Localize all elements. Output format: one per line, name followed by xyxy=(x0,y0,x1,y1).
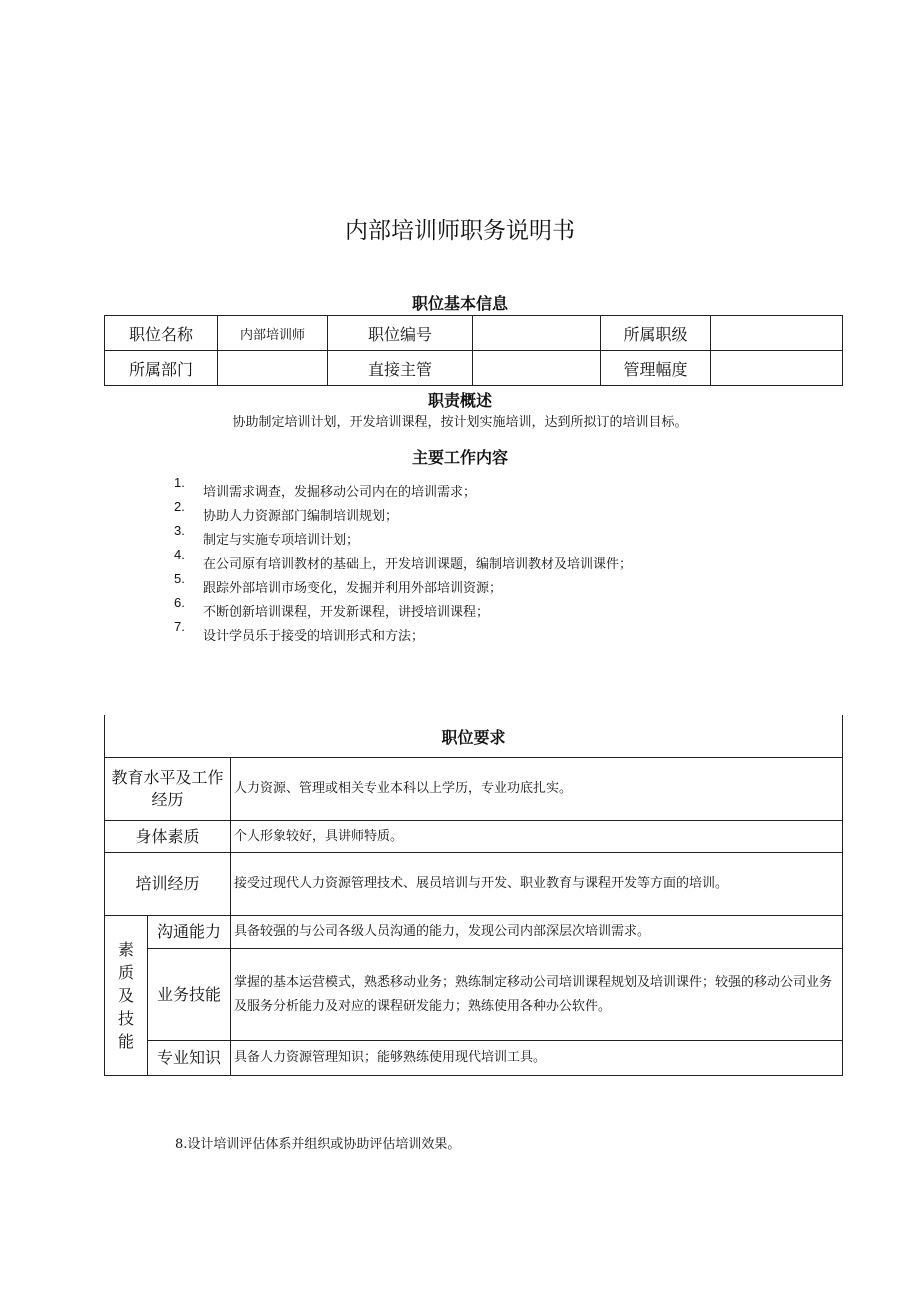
training-value: 接受过现代人力资源管理技术、展员培训与开发、职业教育与课程开发等方面的培训。 xyxy=(231,853,843,916)
requirements-heading: 职位要求 xyxy=(105,715,843,758)
list-item-number: 4. xyxy=(174,547,185,562)
list-item-number: 1. xyxy=(174,475,185,490)
list-item-number: 2. xyxy=(174,499,185,514)
requirements-table xyxy=(104,715,843,1076)
list-item-text: 培训需求调查，发掘移动公司内在的培训需求； xyxy=(203,485,477,500)
duties-heading: 主要工作内容 xyxy=(411,448,508,467)
table-row xyxy=(105,821,843,853)
supervisor-value xyxy=(473,351,601,386)
table-row xyxy=(105,916,843,949)
position-level-value xyxy=(711,316,843,351)
education-value: 人力资源、管理或相关专业本科以上学历，专业功底扎实。 xyxy=(231,758,843,821)
list-item-number: 5. xyxy=(174,571,185,586)
business-skills-value: 掌握的基本运营模式，熟悉移动业务；熟练制定移动公司培训课程规划及培训课件；较强的移动公司业务及服务分析能力及对应的课程研发能力；熟练使用各种办公软件。 xyxy=(231,949,843,1041)
document-title: 内部培训师职务说明书 xyxy=(345,218,575,244)
list-item-text: 不断创新培训课程，开发新课程，讲授培训课程； xyxy=(203,605,490,620)
list-item-text: 跟踪外部培训市场变化，发掘并利用外部培训资源； xyxy=(203,581,503,596)
skills-group-label xyxy=(105,916,148,1076)
position-name-value: 内部培训师 xyxy=(218,316,328,351)
list-item-text: 协助人力资源部门编制培训规划； xyxy=(203,509,399,524)
management-span-label: 管理幅度 xyxy=(601,351,711,386)
last-duty-item: 8.设计培训评估体系并组织或协助评估培训效果。 xyxy=(175,1137,461,1152)
list-item-number: 7. xyxy=(174,619,185,634)
table-row xyxy=(105,853,843,916)
table-row xyxy=(105,758,843,821)
table-row xyxy=(105,715,843,758)
skills-group-label-text: 素质及技能 xyxy=(117,940,134,1051)
summary-heading: 职责概述 xyxy=(427,391,492,410)
table-row xyxy=(105,316,843,351)
table-row xyxy=(105,1041,843,1076)
physical-label: 身体素质 xyxy=(105,821,231,853)
communication-label: 沟通能力 xyxy=(148,916,231,949)
table-row xyxy=(105,949,843,1041)
department-value xyxy=(218,351,328,386)
training-label: 培训经历 xyxy=(105,853,231,916)
communication-value: 具备较强的与公司各级人员沟通的能力，发现公司内部深层次培训需求。 xyxy=(231,916,843,949)
basic-info-table xyxy=(104,315,843,386)
management-span-value xyxy=(711,351,843,386)
list-item-text: 在公司原有培训教材的基础上，开发培训课题，编制培训教材及培训课件； xyxy=(203,557,633,572)
education-label: 教育水平及工作经历 xyxy=(105,758,231,821)
supervisor-label: 直接主管 xyxy=(328,351,473,386)
summary-text: 协助制定培训计划，开发培训课程，按计划实施培训，达到所拟订的培训目标。 xyxy=(232,415,688,430)
expertise-value: 具备人力资源管理知识；能够熟练使用现代培训工具。 xyxy=(231,1041,843,1076)
department-label: 所属部门 xyxy=(105,351,218,386)
list-item-text: 设计学员乐于接受的培训形式和方法； xyxy=(203,629,425,644)
physical-value: 个人形象较好，具讲师特质。 xyxy=(231,821,843,853)
basic-info-heading: 职位基本信息 xyxy=(411,294,508,313)
table-row xyxy=(105,351,843,386)
position-id-label: 职位编号 xyxy=(328,316,473,351)
position-name-label: 职位名称 xyxy=(105,316,218,351)
expertise-label: 专业知识 xyxy=(148,1041,231,1076)
position-id-value xyxy=(473,316,601,351)
position-level-label: 所属职级 xyxy=(601,316,711,351)
list-item-number: 6. xyxy=(174,595,185,610)
list-item-number: 3. xyxy=(174,523,185,538)
business-skills-label: 业务技能 xyxy=(148,949,231,1041)
list-item-text: 制定与实施专项培训计划； xyxy=(203,533,360,548)
